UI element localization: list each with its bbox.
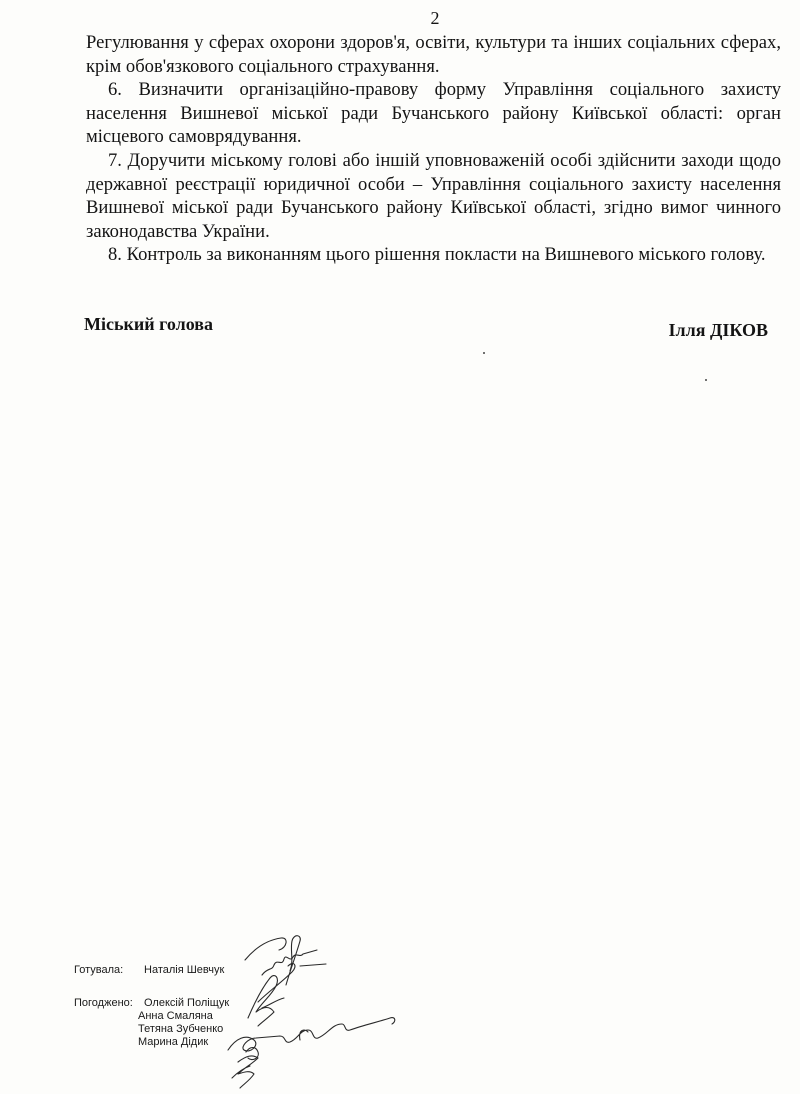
signature-scribble [228, 1018, 395, 1051]
approved-label: Погоджено: [74, 997, 133, 1009]
signatory-name: Ілля ДІКОВ [668, 320, 768, 340]
approver-3: Тетяна Зубченко [138, 1023, 224, 1035]
page-number: 2 [430, 8, 440, 28]
prepared-label: Готувала: [74, 964, 124, 976]
signature-scribble [232, 1056, 258, 1088]
document-body [86, 31, 781, 267]
paragraph-continuation: Регулювання у сферах охорони здоров'я, освіти, культури та інших соціальних сферах, крім обов'язкового соціального страхування. [86, 32, 781, 77]
approver-4: Марина Дідик [138, 1036, 209, 1048]
scan-speck [705, 379, 707, 381]
paragraph-item-6: 6. Визначити організаційно-правову форму Управління соціального захисту населення Вишневої міської ради Бучанського району Київської області: орган місцевого самоврядування. [86, 79, 781, 148]
signature-scribble [258, 964, 295, 1002]
paragraph-item-8: 8. Контроль за виконанням цього рішення покласти на Вишневого міського голову. [108, 244, 766, 266]
approver-2: Анна Смаляна [138, 1010, 213, 1022]
signature-scribble [246, 1048, 258, 1060]
prepared-by: Наталія Шевчук [144, 964, 225, 976]
approver-1: Олексій Поліщук [144, 997, 230, 1009]
signature-scribble [248, 976, 284, 1026]
signatory-position: Міський голова [84, 314, 213, 334]
signature-scribble [262, 936, 326, 985]
paragraph-item-7: 7. Доручити міському голові або іншій уповноваженій особі здійснити заходи щодо державної реєстрації юридичної особи – Управління соціального захисту населення Вишневої міської ради Бучанського району Київської області, згідно вимог чинного законодавства України. [86, 149, 781, 242]
scan-speck [483, 352, 485, 354]
signature-scribble [245, 938, 286, 960]
